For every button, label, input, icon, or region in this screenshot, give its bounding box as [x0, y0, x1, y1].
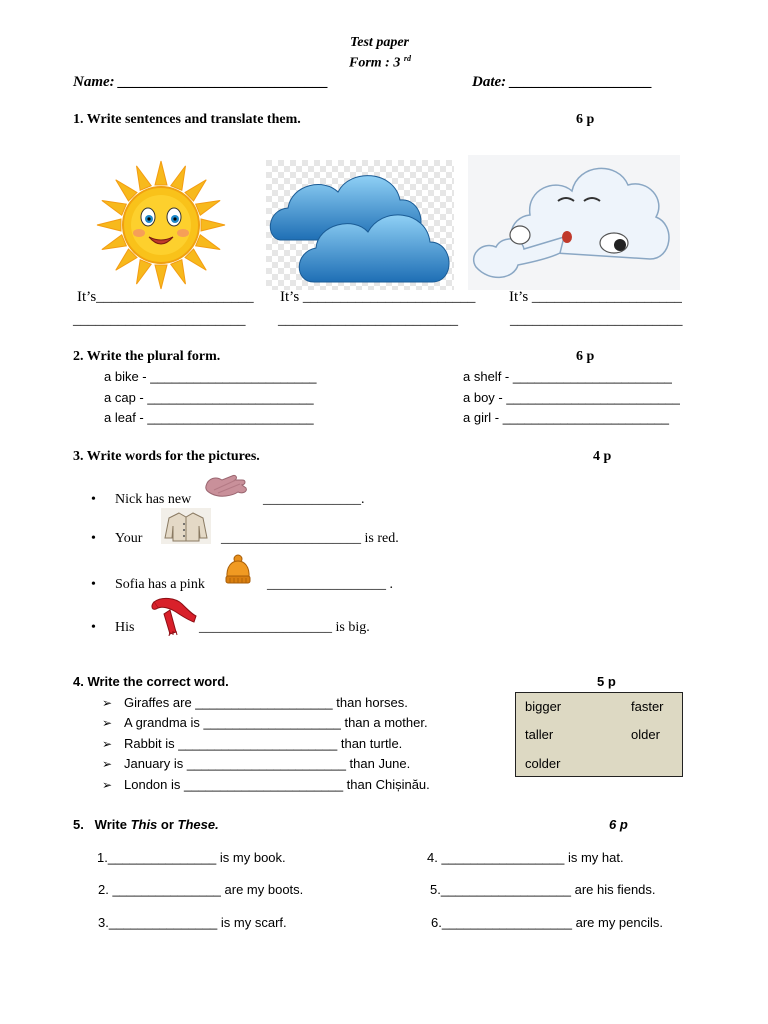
- exercise-3-heading: 3. Write words for the pictures.: [73, 449, 260, 464]
- ex3-item-2-blank[interactable]: ____________________ is red.: [221, 531, 399, 546]
- ex3-item-2-text: • Your: [115, 531, 142, 547]
- ex3-item-4-blank[interactable]: ___________________ is big.: [199, 620, 370, 635]
- sun-icon: [93, 160, 229, 290]
- scarf-icon: [148, 594, 200, 636]
- exercise-1-heading: 1. Write sentences and translate them.: [73, 112, 301, 127]
- word-bank-word: faster: [631, 699, 664, 714]
- name-field[interactable]: Name: ____________________________: [73, 74, 329, 90]
- plural-item[interactable]: a bike - _______________________: [104, 369, 317, 384]
- word-bank-word: taller: [525, 727, 554, 742]
- ex4-item[interactable]: ➢ London is ______________________ than Chișinău.: [124, 777, 430, 792]
- ex3-item-3-blank[interactable]: _________________ .: [267, 577, 393, 592]
- ex1-line-1-translation[interactable]: _______________________: [73, 312, 246, 328]
- gloves-icon: [202, 468, 250, 502]
- ex5-item[interactable]: 3._______________ is my scarf.: [98, 915, 287, 930]
- ex5-item[interactable]: 5.__________________ are his fiends.: [430, 882, 656, 897]
- plural-item[interactable]: a shelf - ______________________: [463, 369, 672, 384]
- ex5-item[interactable]: 6.__________________ are my pencils.: [431, 915, 664, 930]
- wind-cloud-icon: [468, 155, 680, 290]
- ex5-item[interactable]: 2. _______________ are my boots.: [98, 882, 304, 897]
- ex1-line-1[interactable]: It’s_____________________: [77, 289, 254, 305]
- ex4-item[interactable]: ➢ Rabbit is ______________________ than turtle.: [124, 736, 402, 751]
- plural-item[interactable]: a boy - ________________________: [463, 390, 680, 405]
- exercise-1-points: 6 p: [576, 112, 595, 127]
- ex5-item[interactable]: 1._______________ is my book.: [97, 850, 286, 865]
- exercise-4-heading: 4. Write the correct word.: [73, 674, 229, 689]
- ex5-item[interactable]: 4. _________________ is my hat.: [427, 850, 624, 865]
- ex4-item[interactable]: ➢ Giraffes are ___________________ than horses.: [124, 695, 408, 710]
- ex3-item-3-text: • Sofia has a pink: [115, 577, 205, 593]
- plural-item[interactable]: a cap - _______________________: [104, 390, 314, 405]
- knit-hat-icon: [222, 554, 254, 586]
- clouds-icon: [266, 160, 454, 290]
- date-field[interactable]: Date: ___________________: [472, 74, 653, 90]
- exercise-4-points: 5 p: [597, 674, 616, 689]
- word-bank-word: colder: [525, 756, 561, 771]
- ex1-line-3[interactable]: It’s ____________________: [509, 289, 682, 305]
- page-title: Test paper: [350, 35, 409, 50]
- ex4-item[interactable]: ➢ January is ______________________ than June.: [124, 756, 410, 771]
- ex3-item-1-text: • Nick has new: [115, 492, 191, 508]
- ex1-line-2-translation[interactable]: ________________________: [278, 312, 458, 328]
- plural-item[interactable]: a leaf - _______________________: [104, 410, 314, 425]
- exercise-3-points: 4 p: [593, 449, 612, 464]
- ex3-item-4-text: • His: [115, 620, 134, 636]
- plural-item[interactable]: a girl - _______________________: [463, 410, 670, 425]
- word-bank-box: [515, 692, 683, 777]
- word-bank-word: older: [631, 727, 660, 742]
- exercise-5-heading: 5. Write This or These.: [73, 817, 219, 832]
- word-bank-word: bigger: [525, 699, 562, 714]
- exercise-5-points: 6 p: [609, 817, 628, 832]
- ex3-item-1-blank[interactable]: ______________.: [263, 492, 365, 507]
- jacket-icon: [161, 508, 211, 544]
- form-label: Form : 3 $^{rd}$: [349, 54, 411, 71]
- ex4-item[interactable]: ➢ A grandma is ___________________ than a mother.: [124, 715, 428, 730]
- ex1-line-3-translation[interactable]: _______________________: [510, 312, 683, 328]
- exercise-2-heading: 2. Write the plural form.: [73, 349, 221, 364]
- exercise-2-points: 6 p: [576, 349, 595, 364]
- ex1-line-2[interactable]: It’s _______________________: [280, 289, 476, 305]
